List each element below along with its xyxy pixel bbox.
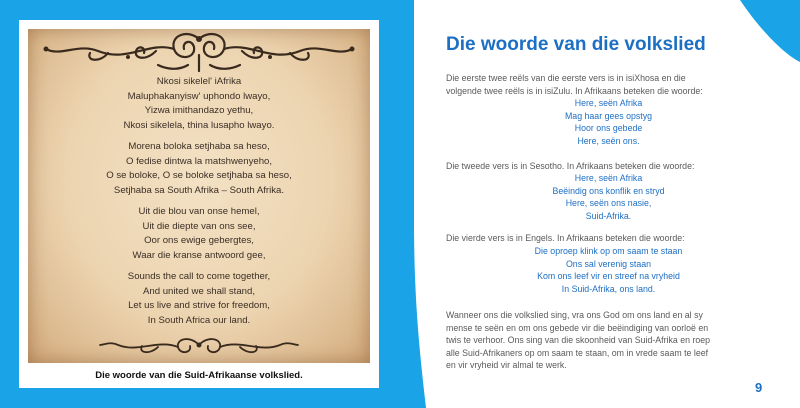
translation-line: Here, seën Afrika: [574, 173, 643, 183]
translation-line: Here, seën ons nasie,: [565, 198, 652, 209]
anthem-line: Let us live and strive for freedom,: [128, 300, 270, 312]
right-page: [400, 0, 800, 408]
text-line: mense te seën en om ons gebede vir die beëindiging van oorloë en: [446, 322, 709, 333]
anthem-line: Maluphakanyisw' uphondo lwayo,: [127, 90, 271, 102]
parchment-image: [28, 29, 370, 363]
translation-block-1: [446, 97, 771, 147]
translation-line: Hoor ons gebede: [574, 123, 643, 134]
intro-paragraph-3: Die vierde vers is in Engels. In Afrikaans beteken die woorde:: [446, 233, 685, 243]
translation-line: Die oproep klink op om saam te staan: [534, 246, 683, 256]
anthem-stanza-english: [28, 270, 370, 328]
text-line: alle Suid-Afrikaners op om saam te staan, om in vrede saam te leef: [446, 347, 709, 358]
translation-line: Here, seën Afrika: [574, 98, 643, 108]
image-caption: Die woorde van die Suid-Afrikaanse volkslied.: [95, 370, 303, 381]
translation-block-2: [446, 172, 771, 222]
anthem-line: Morena boloka setjhaba sa heso,: [128, 141, 270, 152]
text-line: Wanneer ons die volkslied sing, vra ons God om ons land en al sy: [446, 310, 703, 320]
anthem-stanza-xhosa-zulu: [28, 75, 370, 133]
translation-line: Mag haar gees opstyg: [564, 110, 653, 121]
text-line: Die eerste twee reëls van die eerste vers is in isiXhosa en die: [446, 73, 686, 83]
translation-line: Beëindig ons konflik en stryd: [552, 185, 665, 196]
anthem-line: Waar die kranse antwoord gee,: [132, 249, 266, 261]
anthem-line: Uit die diepte van ons see,: [142, 220, 256, 232]
anthem-line: O fedise dintwa la matshwenyeho,: [125, 155, 273, 167]
translation-line: In Suid-Afrika, ons land.: [561, 283, 656, 294]
anthem-line: In South Africa our land.: [147, 314, 251, 326]
text-line: volgende twee reëls is in isiZulu. In Afrikaans beteken die woorde:: [446, 85, 703, 96]
anthem-line: Nkosi sikelela, thina lusapho lwayo.: [123, 119, 275, 131]
translation-block-3: [446, 245, 771, 295]
anthem-stanza-sesotho: [28, 140, 370, 198]
text-line: twis te verhoor. Ons sing van die skoonheid van Suid-Afrika en roep: [446, 335, 711, 346]
anthem-line: Nkosi sikelel' iAfrika: [156, 76, 242, 87]
anthem-line: O se boloke, O se boloke setjhaba sa heso,: [106, 170, 292, 182]
page-number: 9: [755, 380, 763, 395]
closing-paragraph: [446, 309, 771, 372]
translation-line: Suid-Afrika.: [585, 210, 632, 221]
anthem-line: Yizwa imithandazo yethu,: [144, 105, 254, 117]
ornament-top-icon: [38, 31, 360, 73]
translation-line: Ons sal verenig staan: [565, 258, 652, 269]
anthem-line: Sounds the call to come together,: [127, 271, 271, 282]
ornament-bottom-icon: [98, 333, 300, 357]
intro-paragraph-2: Die tweede vers is in Sesotho. In Afrikaans beteken die woorde:: [446, 161, 695, 171]
anthem-line: And united we shall stand,: [142, 285, 255, 297]
translation-line: Kom ons leef vir en streef na vryheid: [537, 271, 680, 282]
anthem-line: Setjhaba sa South Afrika – South Afrika.: [113, 184, 285, 196]
anthem-stanza-afrikaans: [28, 205, 370, 263]
anthem-line: Oor ons ewige gebergtes,: [144, 235, 254, 247]
intro-paragraph-1: [446, 72, 771, 97]
photo-frame: [19, 20, 379, 388]
page-title: Die woorde van die volkslied: [446, 34, 706, 55]
anthem-line: Uit die blou van onse hemel,: [138, 206, 260, 217]
translation-line: Here, seën ons.: [577, 135, 640, 146]
text-line: en vir vryheid vir almal te werk.: [446, 360, 567, 371]
